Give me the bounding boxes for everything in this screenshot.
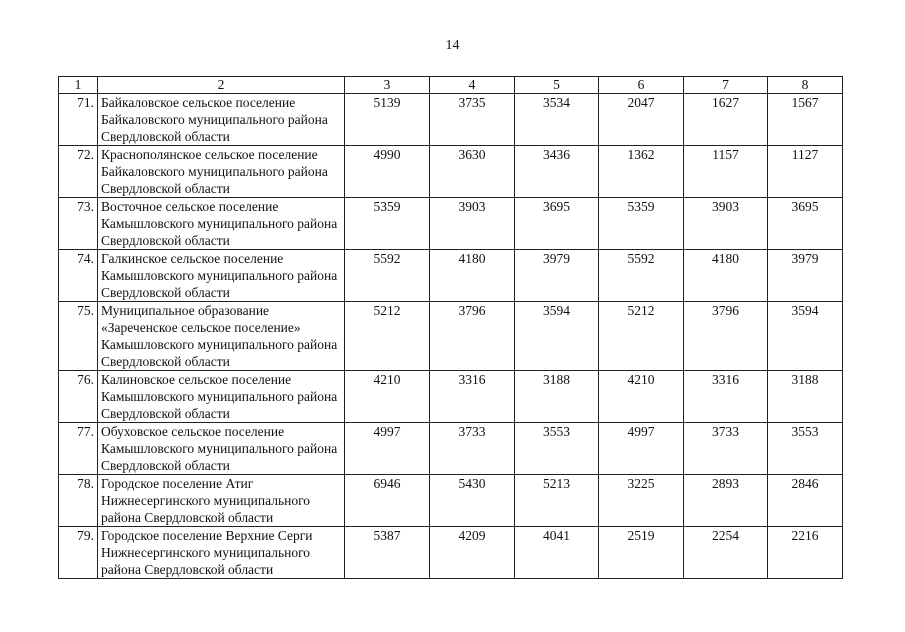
- settlement-name-cell: Городское поселение Атиг Нижнесергинского муниципального района Свердловской области: [98, 475, 345, 527]
- value-cell-v7: 1627: [684, 94, 768, 146]
- data-table: [58, 76, 843, 579]
- settlement-name-cell: Калиновское сельское поселение Камышловского муниципального района Свердловской области: [98, 371, 345, 423]
- value-cell-v4: 3630: [430, 146, 515, 198]
- value-cell-v5: 3436: [515, 146, 599, 198]
- settlement-name-cell: Галкинское сельское поселение Камышловского муниципального района Свердловской области: [98, 250, 345, 302]
- value-cell-v3: 5387: [345, 527, 430, 579]
- value-cell-v6: 4997: [599, 423, 684, 475]
- column-header: 8: [768, 77, 843, 94]
- value-cell-v4: 4180: [430, 250, 515, 302]
- settlement-name-cell: Восточное сельское поселение Камышловского муниципального района Свердловской области: [98, 198, 345, 250]
- value-cell-v5: 5213: [515, 475, 599, 527]
- header-row: [59, 77, 843, 94]
- settlement-name-cell: Байкаловское сельское поселение Байкаловского муниципального района Свердловской области: [98, 94, 345, 146]
- value-cell-v5: 3695: [515, 198, 599, 250]
- value-cell-v6: 2047: [599, 94, 684, 146]
- row-number-cell: 72.: [59, 146, 98, 198]
- value-cell-v8: 1567: [768, 94, 843, 146]
- table-row: [59, 475, 843, 527]
- column-header: 3: [345, 77, 430, 94]
- value-cell-v5: 4041: [515, 527, 599, 579]
- row-number-cell: 71.: [59, 94, 98, 146]
- table-row: [59, 527, 843, 579]
- value-cell-v3: 4997: [345, 423, 430, 475]
- value-cell-v7: 2893: [684, 475, 768, 527]
- table-row: [59, 250, 843, 302]
- row-number-cell: 78.: [59, 475, 98, 527]
- page-number: 14: [445, 38, 460, 53]
- value-cell-v4: 3316: [430, 371, 515, 423]
- value-cell-v7: 1157: [684, 146, 768, 198]
- settlement-name-cell: Краснополянское сельское поселение Байкаловского муниципального района Свердловской области: [98, 146, 345, 198]
- value-cell-v8: 2846: [768, 475, 843, 527]
- value-cell-v8: 3594: [768, 302, 843, 371]
- row-number-cell: 73.: [59, 198, 98, 250]
- value-cell-v6: 5212: [599, 302, 684, 371]
- column-header: 1: [59, 77, 98, 94]
- value-cell-v3: 4210: [345, 371, 430, 423]
- value-cell-v4: 5430: [430, 475, 515, 527]
- settlement-name-cell: Обуховское сельское поселение Камышловского муниципального района Свердловской области: [98, 423, 345, 475]
- value-cell-v6: 3225: [599, 475, 684, 527]
- value-cell-v6: 5359: [599, 198, 684, 250]
- table-row: [59, 371, 843, 423]
- column-header: 7: [684, 77, 768, 94]
- value-cell-v3: 5139: [345, 94, 430, 146]
- settlement-name-cell: Муниципальное образование «Зареченское сельское поселение» Камышловского муниципального района Свердловской области: [98, 302, 345, 371]
- table-row: [59, 198, 843, 250]
- value-cell-v8: 3979: [768, 250, 843, 302]
- value-cell-v7: 3796: [684, 302, 768, 371]
- value-cell-v7: 3903: [684, 198, 768, 250]
- column-header: 6: [599, 77, 684, 94]
- settlement-name-cell: Городское поселение Верхние Серги Нижнесергинского муниципального района Свердловской области: [98, 527, 345, 579]
- value-cell-v5: 3188: [515, 371, 599, 423]
- value-cell-v8: 3695: [768, 198, 843, 250]
- value-cell-v8: 1127: [768, 146, 843, 198]
- row-number-cell: 76.: [59, 371, 98, 423]
- value-cell-v8: 3188: [768, 371, 843, 423]
- value-cell-v8: 2216: [768, 527, 843, 579]
- column-header: 2: [98, 77, 345, 94]
- table-row: [59, 146, 843, 198]
- row-number-cell: 74.: [59, 250, 98, 302]
- value-cell-v3: 5212: [345, 302, 430, 371]
- table-row: [59, 423, 843, 475]
- value-cell-v6: 1362: [599, 146, 684, 198]
- value-cell-v4: 4209: [430, 527, 515, 579]
- row-number-cell: 77.: [59, 423, 98, 475]
- value-cell-v7: 4180: [684, 250, 768, 302]
- row-number-cell: 75.: [59, 302, 98, 371]
- column-header: 4: [430, 77, 515, 94]
- table-row: [59, 94, 843, 146]
- table-row: [59, 302, 843, 371]
- value-cell-v5: 3979: [515, 250, 599, 302]
- value-cell-v4: 3796: [430, 302, 515, 371]
- value-cell-v7: 3316: [684, 371, 768, 423]
- value-cell-v3: 4990: [345, 146, 430, 198]
- value-cell-v3: 5359: [345, 198, 430, 250]
- value-cell-v7: 3733: [684, 423, 768, 475]
- value-cell-v4: 3903: [430, 198, 515, 250]
- value-cell-v5: 3594: [515, 302, 599, 371]
- value-cell-v3: 5592: [345, 250, 430, 302]
- value-cell-v7: 2254: [684, 527, 768, 579]
- value-cell-v3: 6946: [345, 475, 430, 527]
- value-cell-v4: 3735: [430, 94, 515, 146]
- value-cell-v4: 3733: [430, 423, 515, 475]
- value-cell-v6: 4210: [599, 371, 684, 423]
- column-header: 5: [515, 77, 599, 94]
- value-cell-v6: 5592: [599, 250, 684, 302]
- value-cell-v5: 3534: [515, 94, 599, 146]
- value-cell-v5: 3553: [515, 423, 599, 475]
- value-cell-v6: 2519: [599, 527, 684, 579]
- row-number-cell: 79.: [59, 527, 98, 579]
- value-cell-v8: 3553: [768, 423, 843, 475]
